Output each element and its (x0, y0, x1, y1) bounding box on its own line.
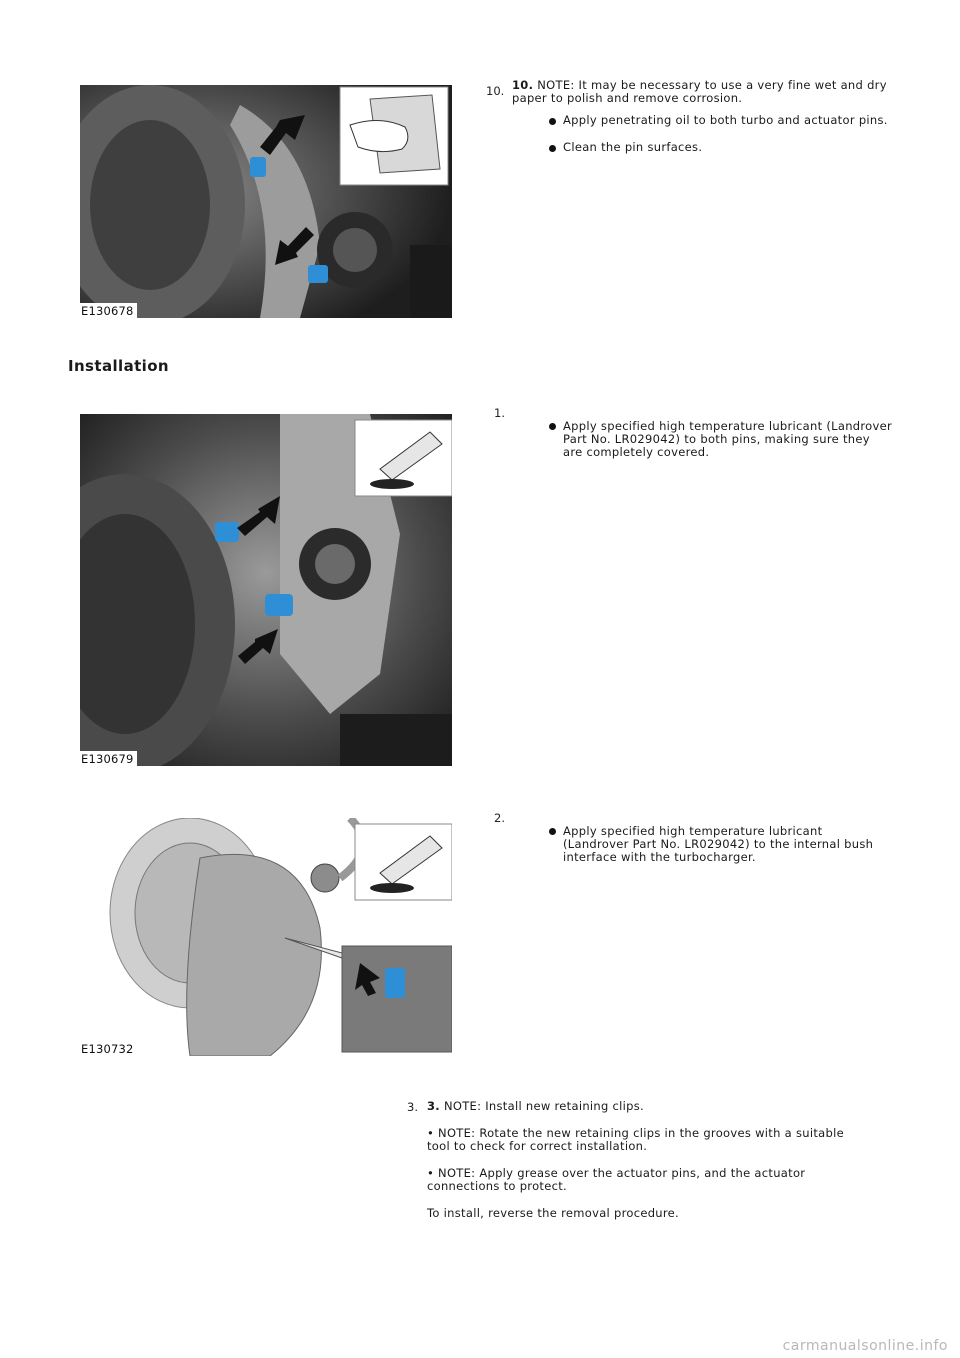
instruction-text: To install, reverse the removal procedure. (427, 1206, 679, 1220)
step-label: 10. (512, 78, 534, 92)
figure-label: E130732 (80, 1041, 137, 1056)
bullet-text: Apply penetrating oil to both turbo and actuator pins. (563, 113, 888, 127)
bullet-text: Apply specified high temperature lubricant (Landrover Part No. LR029042) to the internal bush interface with the turbocharger. (563, 824, 874, 864)
step-note (512, 79, 890, 105)
figure-label: E130678 (80, 303, 137, 318)
turbo-pins-photo (80, 85, 452, 318)
bullet-icon (549, 145, 556, 152)
bullet-icon (549, 118, 556, 125)
sub-note: • NOTE: Apply grease over the actuator pins, and the actuator connections to protect. (427, 1166, 806, 1193)
actuator-bush-illustration (80, 818, 452, 1056)
step-label: 3. (427, 1099, 440, 1113)
bullet-text: Apply specified high temperature lubricant (Landrover Part No. LR029042) to both pins, making sure they are completely covered. (563, 419, 893, 459)
sub-note: • NOTE: Rotate the new retaining clips in the grooves with a suitable tool to check for correct installation. (427, 1126, 844, 1153)
section-heading: Installation (68, 357, 169, 375)
note-text: NOTE: It may be necessary to use a very fine wet and dry paper to polish and remove corrosion. (512, 78, 887, 105)
step-number: 3. (407, 1100, 418, 1114)
figure-label: E130679 (80, 751, 137, 766)
figure-e130732 (80, 818, 452, 1056)
bullet-icon (549, 828, 556, 835)
turbo-pins-lubricant-photo (80, 414, 452, 766)
step-note (427, 1100, 867, 1113)
step-number: 10. (486, 84, 505, 98)
bullet-icon (549, 423, 556, 430)
step-number: 1. (494, 406, 505, 420)
bullet-text: Clean the pin surfaces. (563, 140, 703, 154)
watermark: carmanualsonline.info (782, 1338, 948, 1354)
note-text: NOTE: Install new retaining clips. (439, 1099, 645, 1113)
figure-e130679 (80, 414, 452, 766)
step-number: 2. (494, 811, 505, 825)
figure-e130678 (80, 85, 452, 318)
